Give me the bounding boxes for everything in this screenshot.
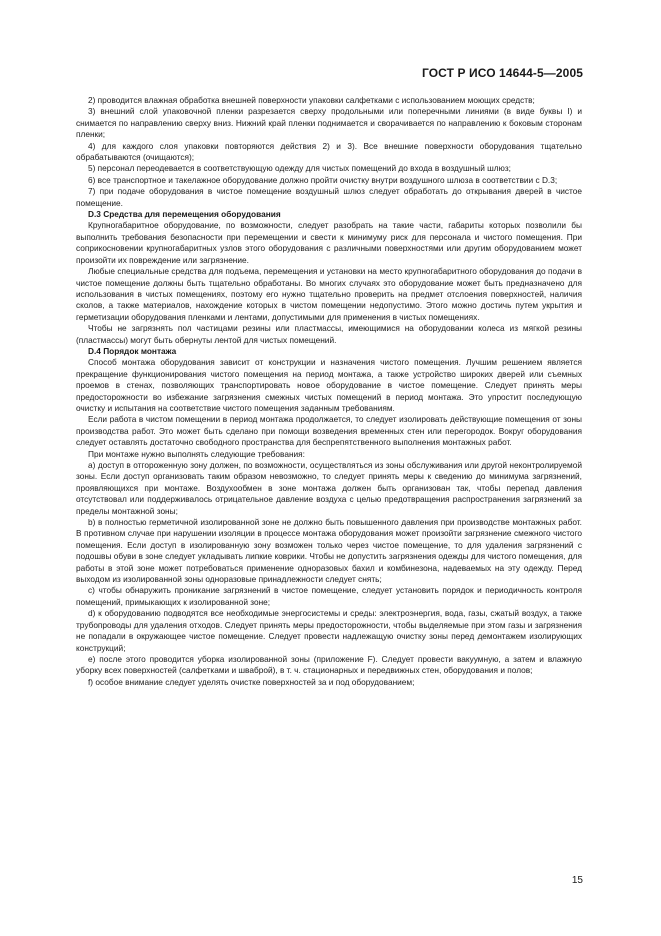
section-heading: D.3 Средства для перемещения оборудования xyxy=(88,209,281,220)
body-paragraph: Крупногабаритное оборудование, по возможности, следует разобрать на такие части, габариты которых позволили бы выполнить требования безопасности при перемещении и свести к минимуму риск для персонала и чистого помещения. При соприкосновении крупногабаритных узлов этого оборудования с различными поверхностями или другим оборудованием может произойти их повреждение или загрязнение. xyxy=(76,220,582,265)
body-paragraph: 4) для каждого слоя упаковки повторяются действия 2) и 3). Все внешние поверхности оборудования тщательно обрабатываются (очищаются); xyxy=(76,140,582,163)
body-paragraph: 7) при подаче оборудования в чистое помещение воздушный шлюз следует обработать до открывания дверей в чистое помещение. xyxy=(76,186,582,208)
body-paragraph: b) в полностью герметичной изолированной зоне не должно быть повышенного давления при производстве монтажных работ. В противном случае при нарушении изоляции в процессе монтажа оборудования может произойти загрязнение смежного чистого помещения. Если доступ в изолированную зону возможен только через чистое помещение, то для удаления загрязнений с подошвы обуви в зоне следует укладывать липкие коврики. Чтобы не допустить загрязнения одежды для чистого помещения, для работы в этой зоне может потребоваться применение одноразовых бахил и комбинезона, надеваемых на эту одежду. Перед выходом из изолированной зоны одноразовые принадлежности следует снять; xyxy=(76,517,582,585)
body-paragraph: Любые специальные средства для подъема, перемещения и установки на место крупногабаритного оборудования до подачи в чистое помещение должны быть тщательно обработаны. Во многих случаях это оборудование может быть предназначено для использования в чистых помещениях, поэтому его нужно тщательно проверить на предмет отслоения поверхностей, наличия сколов, а также материалов, нахождение которых в чистом помещении недопустимо. Этого можно достичь путем укрытия и герметизации оборудования пленками и лентами, допустимыми для применения в чистых помещениях. xyxy=(76,266,582,322)
body-paragraph: Если работа в чистом помещении в период монтажа продолжается, то следует изолировать действующие помещения от зоны производства работ. Это может быть сделано при помощи возведения временных стен или перегородок. Вокруг оборудования следует оставлять достаточно свободного пространства для беспрепятственного выполнения монтажных работ. xyxy=(76,414,582,448)
body-paragraph: c) чтобы обнаружить проникание загрязнений в чистое помещение, следует установить порядок и периодичность контроля помещений, примыкающих к изолированной зоне; xyxy=(76,585,582,607)
body-paragraph: Способ монтажа оборудования зависит от конструкции и назначения чистого помещения. Лучшим решением является прекращение функционирования чистого помещения на период монтажа, а также устройство широких дверей или съемных проемов в стенах, позволяющих транспортировать новое оборудование в чистое помещение. Следует принять меры предосторожности во избежание загрязнения смежных чистых помещений в период монтажа. Это упростит последующую очистку и испытания на соответствие чистого помещения заданным требованиям. xyxy=(76,357,582,413)
section-heading: D.4 Порядок монтажа xyxy=(88,345,177,356)
body-paragraph: e) после этого проводится уборка изолированной зоны (приложение F). Следует провести вакуумную, а затем и влажную уборку всех поверхностей (салфетками и шваброй), в т. ч. стационарных и передвижных стен, оборудования и полов; xyxy=(76,653,582,676)
document-body xyxy=(76,95,582,688)
body-paragraph: d) к оборудованию подводятся все необходимые энергосистемы и среды: электроэнергия, вода, газы, сжатый воздух, а также трубопроводы для удаления отходов. Следует принять меры предосторожности, чтобы выделяемые при этом газы и загрязнения не попадали в окружающее чистое помещение. Следует провести надлежащую очистку зоны перед демонтажем изолирующих конструкций; xyxy=(76,608,582,653)
body-paragraph: 6) все транспортное и такелажное оборудование должно пройти очистку внутри воздушного шлюза в соответствии с D.3; xyxy=(88,174,558,185)
body-paragraph: При монтаже нужно выполнять следующие требования: xyxy=(88,448,305,459)
body-paragraph: 5) персонал переодевается в соответствующую одежду для чистых помещений до входа в воздушный шлюз; xyxy=(88,163,511,174)
body-paragraph: 2) проводится влажная обработка внешней поверхности упаковки салфетками с использованием моющих средств; xyxy=(88,95,535,105)
body-paragraph: Чтобы не загрязнять пол частицами резины или пластмассы, имеющимися на оборудовании колеса из мягкой резины (пластмассы) могут быть обернуты лентой для чистых помещений. xyxy=(76,323,582,345)
body-paragraph: f) особое внимание следует уделять очистке поверхностей за и под оборудованием; xyxy=(88,676,415,687)
body-paragraph: 3) внешний слой упаковочной пленки разрезается сверху продольными или поперечными линиями (в виде буквы I) и снимается по направлению сверху вниз. Нижний край пленки поднимается и сворачивается по направлению к боковым сторонам пленки; xyxy=(76,106,582,140)
body-paragraph: a) доступ в отгороженную зону должен, по возможности, осуществляться из зоны обслуживания или другой неконтролируемой зоны. Если доступ организовать таким образом невозможно, то следует принять меры к сведению до минимума загрязнений, проявляющихся при монтаже. Воздухообмен в зоне монтажа должен быть организован так, чтобы перепад давления отсутствовал или поддерживалось отрицательное давление воздуха с целью предотвращения распространения загрязнений за пределы монтажной зоны; xyxy=(76,460,582,516)
document-code-header: ГОСТ Р ИСО 14644-5—2005 xyxy=(421,66,583,80)
page-number: 15 xyxy=(571,875,583,886)
